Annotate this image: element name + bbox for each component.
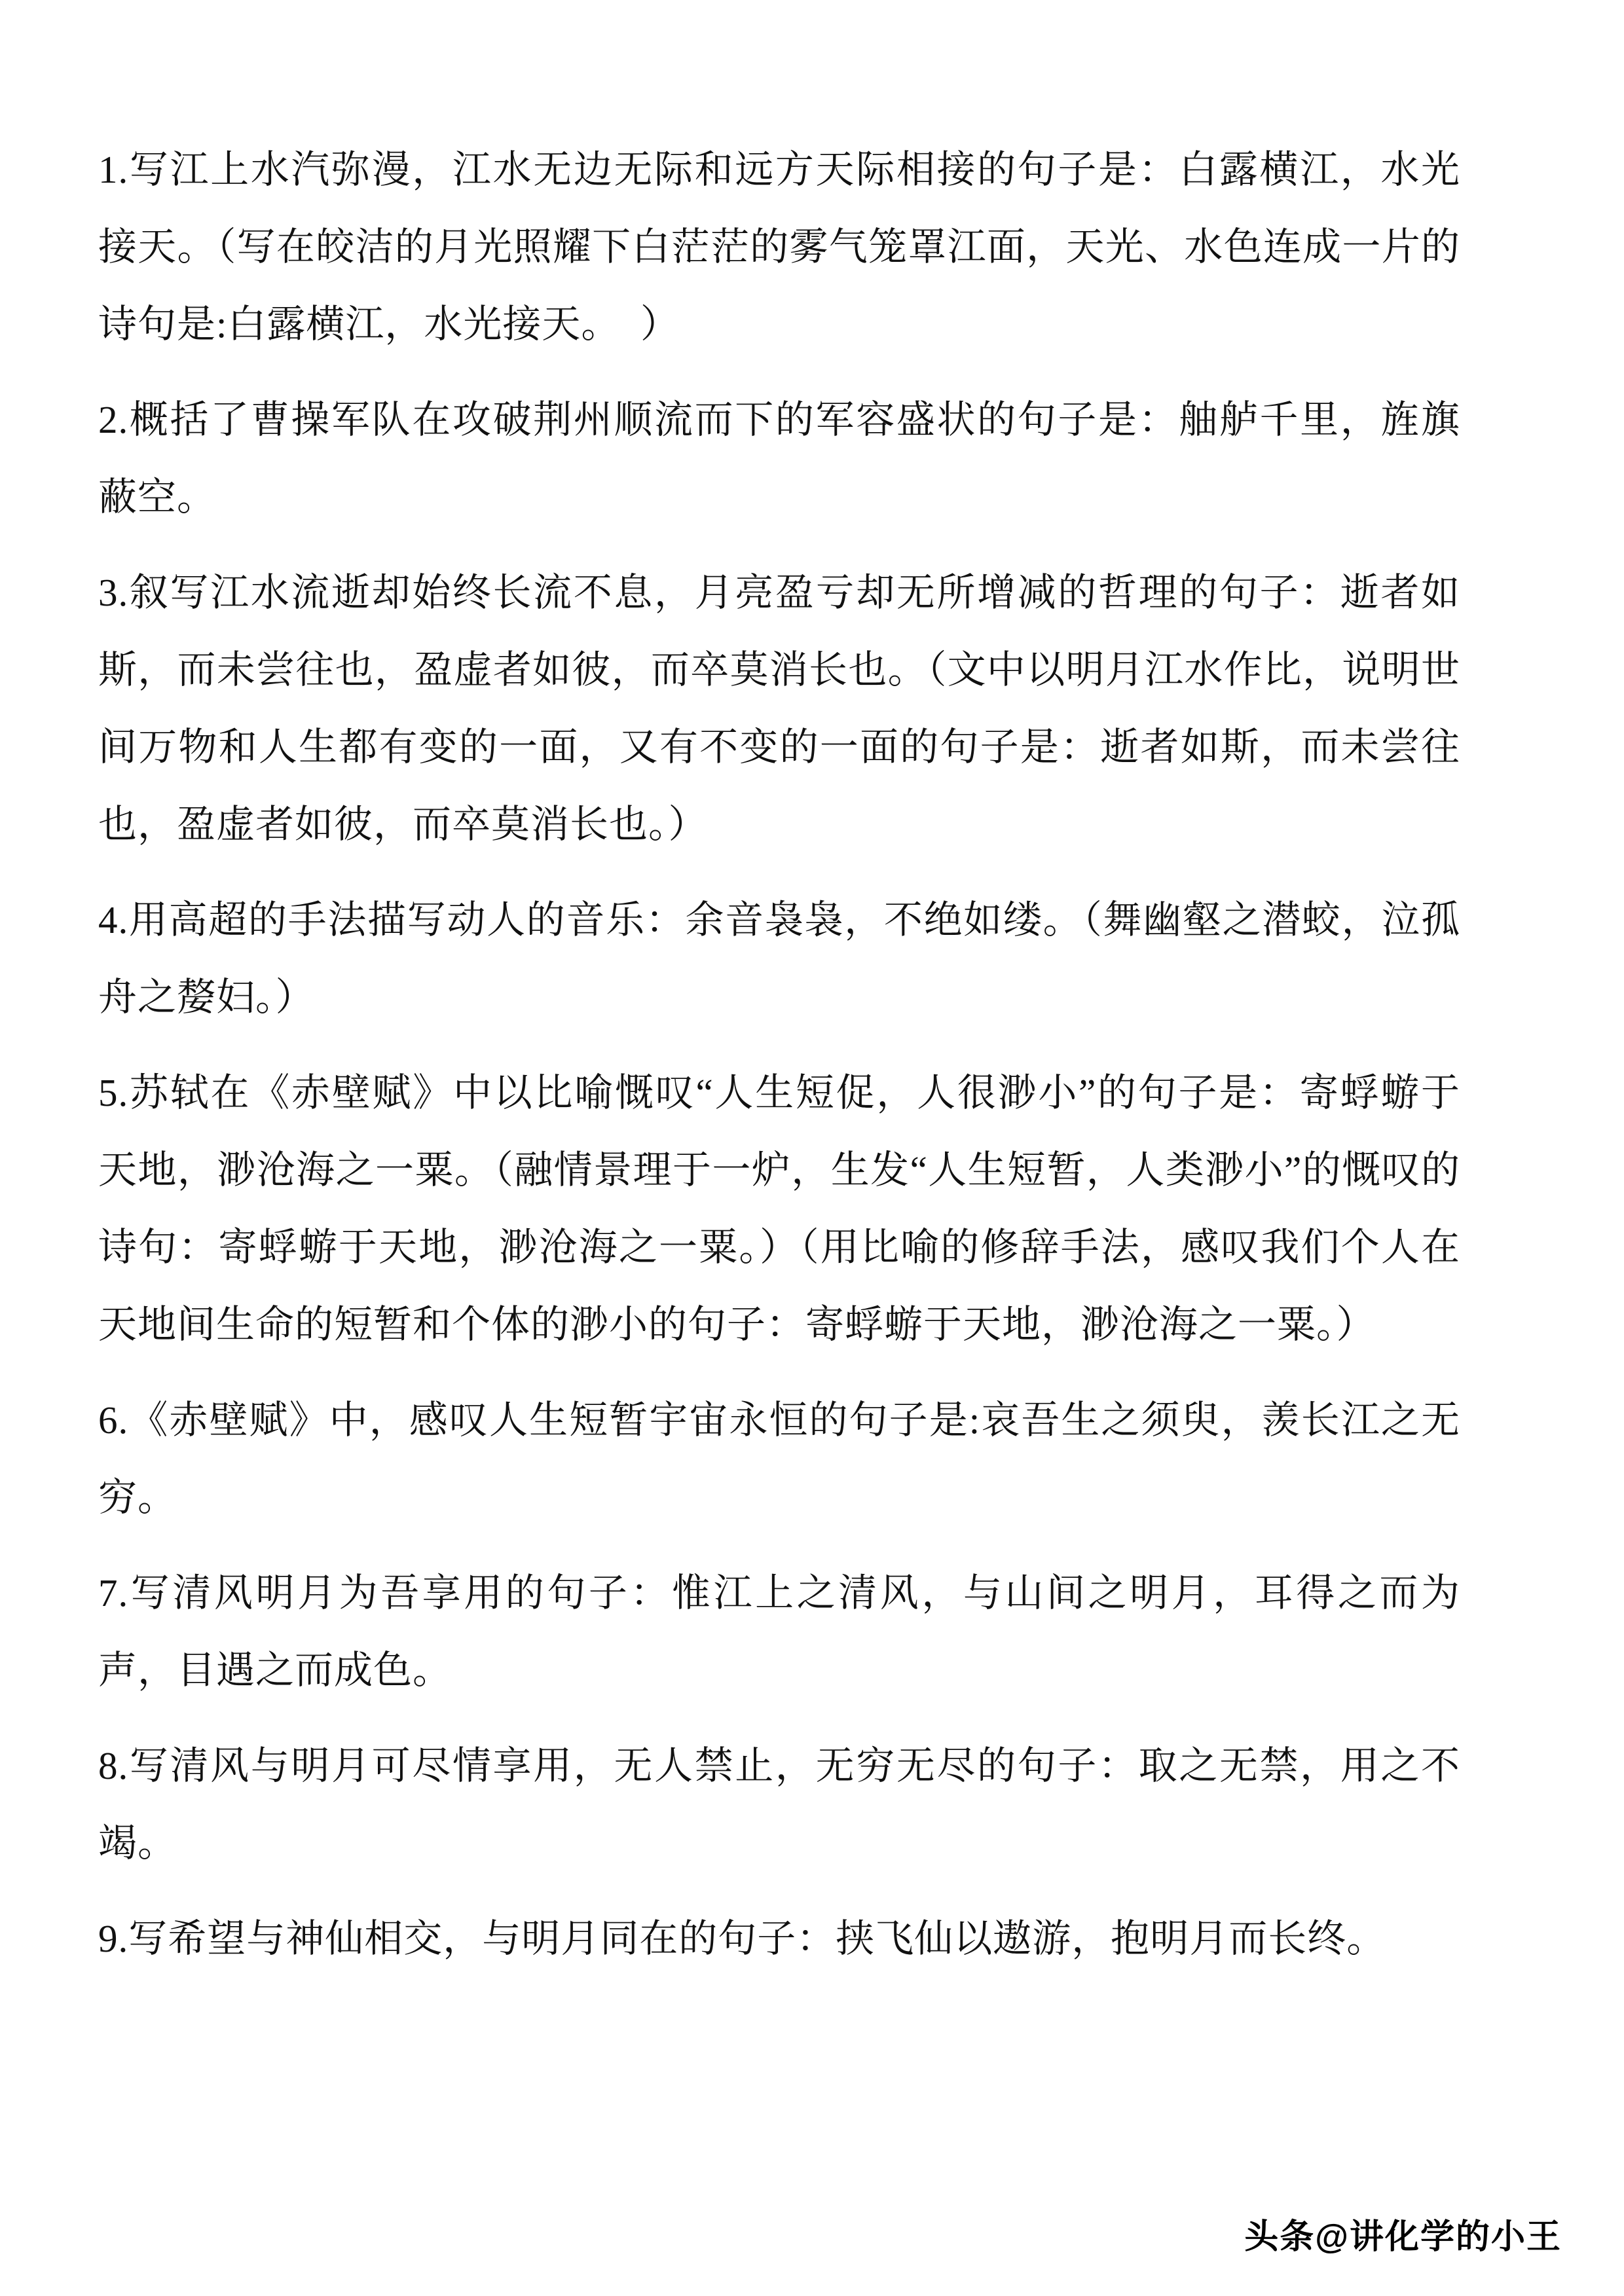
question-item: 9.写希望与神仙相交，与明月同在的句子：挟飞仙以遨游，抱明月而长终。 (98, 1917, 1386, 1960)
question-item: 5.苏轼在《赤壁赋》中以比喻慨叹“人生短促，人很渺小”的句子是：寄蜉蝣于天地，渺沧海之一粟。（融情景理于一炉，生发“人生短暂，人类渺小”的慨叹的诗句：寄蜉蝣于天地，渺沧海之一粟。）（用比喻的修辞手法，感叹我们个人在天地间生命的短暂和个体的渺小的句子：寄蜉蝣于天地，渺沧海之一粟。） (98, 1071, 1460, 1346)
question-item: 1.写江上水汽弥漫，江水无边无际和远方天际相接的句子是：白露横江，水光接天。（写在皎洁的月光照耀下白茫茫的雾气笼罩江面，天光、水色连成一片的诗句是:白露横江，水光接天。 ） (98, 148, 1460, 346)
watermark: 头条@讲化学的小王 (1244, 2218, 1562, 2256)
question-item: 3.叙写江水流逝却始终长流不息，月亮盈亏却无所增减的哲理的句子：逝者如斯，而未尝往也，盈虚者如彼，而卒莫消长也。（文中以明月江水作比，说明世间万物和人生都有变的一面，又有不变的一面的句子是：逝者如斯，而未尝往也，盈虚者如彼，而卒莫消长也。） (98, 571, 1460, 846)
question-item: 4.用高超的手法描写动人的音乐：余音袅袅，不绝如缕。（舞幽壑之潜蛟，泣孤舟之嫠妇。） (98, 898, 1460, 1019)
document-body (98, 131, 1460, 1977)
question-item: 8.写清风与明月可尽情享用，无人禁止，无穷无尽的句子：取之无禁，用之不竭。 (98, 1744, 1460, 1865)
question-item: 7.写清风明月为吾享用的句子：惟江上之清风，与山间之明月，耳得之而为声，目遇之而成色。 (98, 1571, 1460, 1692)
question-item: 2.概括了曹操军队在攻破荆州顺流而下的军容盛状的句子是：舳舻千里，旌旗蔽空。 (98, 398, 1460, 519)
question-item: 6.《赤壁赋》中，感叹人生短暂宇宙永恒的句子是:哀吾生之须臾，羡长江之无穷。 (98, 1398, 1460, 1519)
